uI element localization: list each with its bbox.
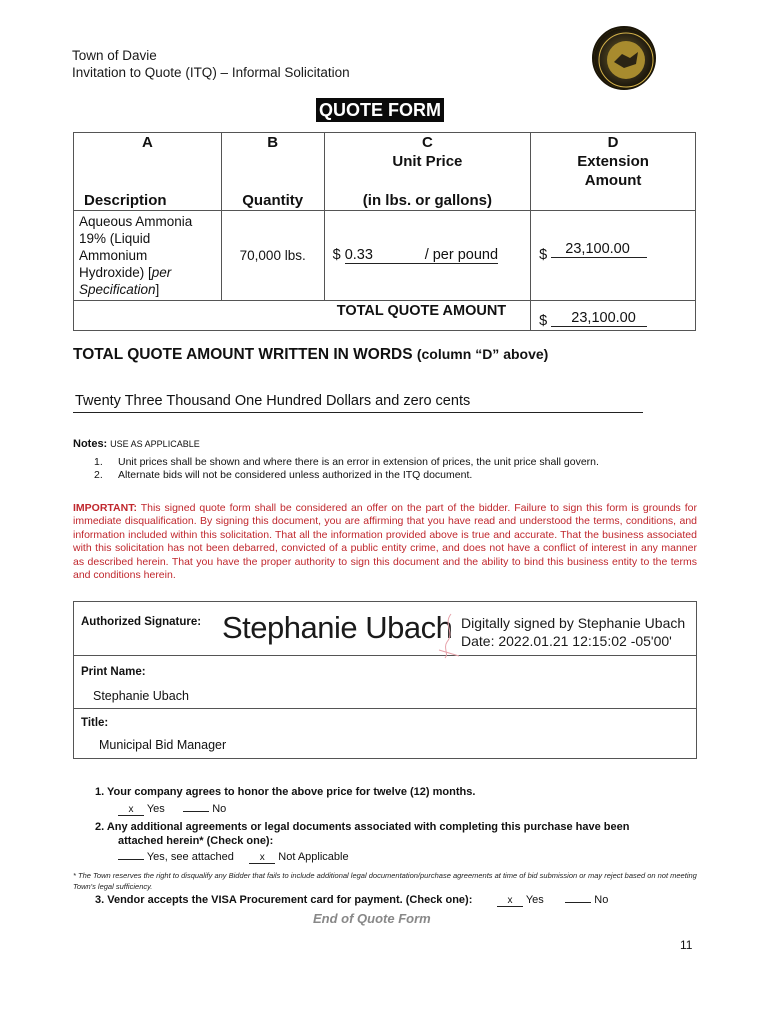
extension-value: 23,100.00 — [551, 241, 647, 258]
unit-price-subheader: (in lbs. or gallons) — [362, 192, 492, 209]
digital-signature-info — [461, 614, 685, 650]
dollar-sign: $ — [332, 247, 341, 263]
extension-cell — [531, 211, 696, 301]
column-letter-d: D — [607, 134, 619, 151]
q3-yes-checkbox[interactable]: x — [497, 896, 523, 907]
question-3-options — [497, 894, 608, 907]
header-line-1: Town of Davie — [72, 48, 157, 63]
description-italic: per Specification — [79, 265, 172, 297]
column-letter-a: A — [141, 134, 153, 151]
form-title: QUOTE FORM — [316, 98, 444, 122]
total-quote-value: 23,100.00 — [551, 310, 647, 327]
q1-yes-label: Yes — [146, 803, 165, 815]
document-header — [72, 47, 350, 81]
total-label-cell — [74, 301, 531, 331]
digital-signed-by: Digitally signed by Stephanie Ubach — [461, 615, 686, 631]
column-letter-b: B — [267, 134, 279, 151]
q1-yes-checkbox[interactable]: x — [118, 805, 144, 816]
per-unit: / per pound — [424, 247, 499, 263]
written-amount-title-rest: (column “D” above) — [416, 346, 549, 362]
total-quote-label: TOTAL QUOTE AMOUNT — [336, 303, 507, 319]
column-a-header — [74, 133, 222, 211]
print-name-row — [74, 656, 696, 709]
column-letter-c: C — [421, 134, 433, 151]
notes-label: Notes: — [73, 438, 108, 450]
notes-heading — [73, 438, 200, 450]
column-c-header — [324, 133, 531, 211]
column-d-header — [531, 133, 696, 211]
page-number: 11 — [680, 938, 693, 952]
print-name-value[interactable]: Stephanie Ubach — [93, 689, 189, 703]
q2-yes-checkbox[interactable] — [118, 859, 144, 860]
dollar-sign: $ — [539, 247, 548, 263]
list-item: 1. Unit prices shall be shown and where there is an error in extension of prices, the unit price shall govern. — [94, 456, 599, 468]
question-2-line-2: attached herein* (Check one): — [118, 835, 274, 847]
amount-header: Amount — [584, 172, 642, 189]
quantity-header: Quantity — [242, 192, 304, 209]
extension-header: Extension — [577, 153, 649, 170]
description-end: ] — [155, 282, 160, 297]
notes-list — [94, 456, 599, 482]
written-amount-value: Twenty Three Thousand One Hundred Dollars and zero cents — [73, 393, 643, 413]
total-value-cell — [531, 301, 696, 331]
authorized-signature-label: Authorized Signature: — [81, 616, 202, 628]
unit-price-cell — [324, 211, 531, 301]
town-seal-icon — [592, 26, 656, 90]
quantity-cell: 70,000 lbs. — [221, 211, 324, 301]
question-1: 1. Your company agrees to honor the above price for twelve (12) months. — [95, 786, 476, 798]
important-label: IMPORTANT: — [73, 502, 137, 514]
q1-no-label: No — [212, 803, 227, 815]
notes-label-rest: USE AS APPLICABLE — [110, 439, 200, 449]
important-notice — [73, 502, 697, 582]
q1-no-checkbox[interactable] — [183, 811, 209, 812]
question-1-options — [118, 803, 226, 816]
column-b-header — [221, 133, 324, 211]
q3-no-label: No — [594, 894, 609, 906]
table-row — [74, 211, 696, 301]
header-line-2: Invitation to Quote (ITQ) – Informal Solicitation — [72, 65, 350, 80]
q2-na-label: Not Applicable — [278, 851, 349, 863]
dollar-sign: $ — [539, 313, 548, 329]
title-label: Title: — [81, 717, 109, 729]
important-text: This signed quote form shall be considered an offer on the part of the bidder. Failure to sign this form is grounds for immediate disqualification. By signing this document, you are affirming that you have read and understood the terms, conditions, and information included within this solicitation. That all the information provided above is true and accurate. That the business associated with this solicitation has not been debarred, convicted of a public entity crime, and does not have a conflict of interest in any manner as described herein. That you have the proper authority to sign this document and the ability to bind this business entity to the terms and conditions herein. — [73, 502, 697, 582]
end-of-form: End of Quote Form — [313, 911, 431, 926]
q3-no-checkbox[interactable] — [565, 902, 591, 903]
question-2-line-1: 2. Any additional agreements or legal documents associated with completing this purchase have been — [95, 821, 630, 833]
description-cell — [74, 211, 222, 301]
q2-yes-label: Yes, see attached — [146, 851, 234, 863]
q2-na-checkbox[interactable]: x — [249, 853, 275, 864]
signature-row — [74, 602, 696, 656]
title-value[interactable]: Municipal Bid Manager — [99, 738, 227, 752]
legal-disclaimer: * The Town reserves the right to disqualify any Bidder that fails to include additional legal documentation/purchase agreements at time of bid submission or may reject based on not meeting Town's legal sufficiency. — [73, 871, 697, 891]
digital-signed-date: Date: 2022.01.21 12:15:02 -05'00' — [461, 633, 672, 649]
signature-box — [73, 601, 697, 759]
description-header: Description — [84, 192, 167, 209]
print-name-label: Print Name: — [81, 666, 146, 678]
list-item: 2. Alternate bids will not be considered unless authorized in the ITQ document. — [94, 469, 473, 481]
quote-table — [73, 132, 696, 331]
q3-yes-label: Yes — [525, 894, 544, 906]
question-3: 3. Vendor accepts the VISA Procurement card for payment. (Check one): — [95, 894, 473, 906]
question-2-options — [118, 851, 349, 864]
written-amount-title — [73, 346, 548, 364]
unit-price-header: Unit Price — [392, 153, 463, 170]
written-amount-title-bold: TOTAL QUOTE AMOUNT WRITTEN IN WORDS — [73, 346, 413, 363]
unit-price-value: 0.33 — [345, 247, 425, 264]
description-text: Aqueous Ammonia 19% (Liquid Ammonium Hydroxide) [ — [79, 214, 193, 280]
signature-name[interactable]: Stephanie Ubach — [222, 610, 453, 645]
